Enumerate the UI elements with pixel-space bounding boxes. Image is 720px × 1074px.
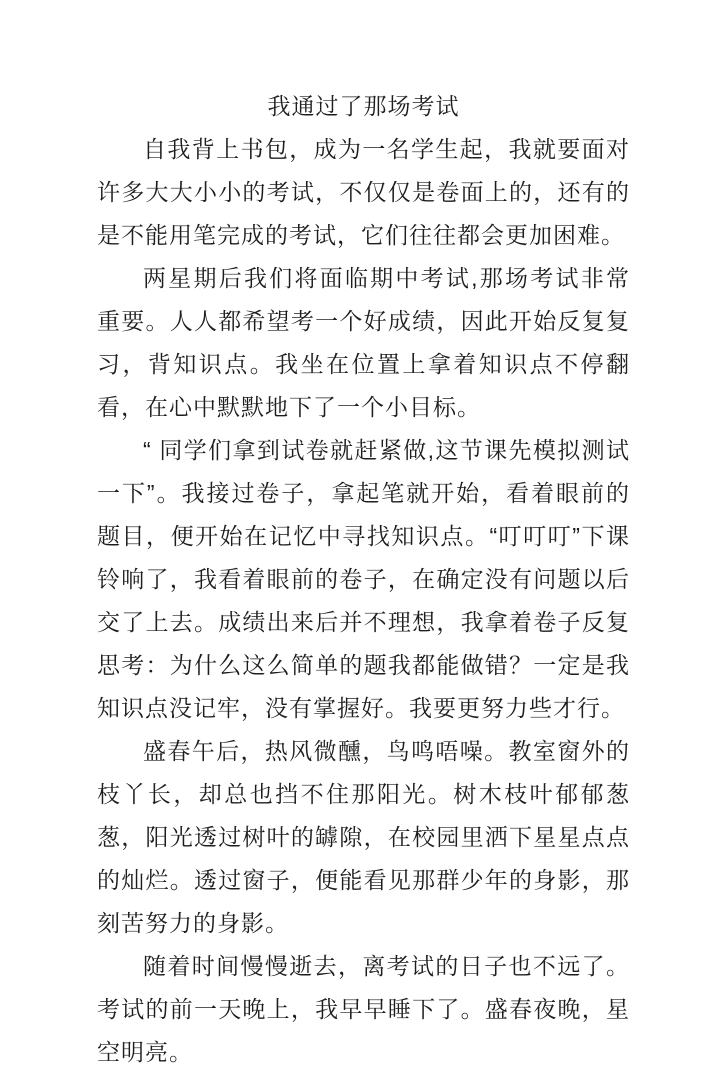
essay-paragraph-spring-scene: 盛春午后，热风微醺，鸟鸣唔噪。教室窗外的枝丫长，却总也挡不住那阳光。树木枝叶郁郁葱葱，阳光透过树叶的罅隙，在校园里洒下星星点点的灿烂。透过窗子，便能看见那群少年的身影，那刻苦努力的身影。 <box>97 738 630 936</box>
essay-paragraph-midterm-prep: 两星期后我们将面临期中考试,那场考试非常重要。人人都希望考一个好成绩，因此开始反复复习，背知识点。我坐在位置上拿着知识点不停翻看，在心中默默地下了一个小目标。 <box>97 265 630 420</box>
essay-title: 我通过了那场考试 <box>267 93 460 119</box>
essay-paragraph-intro: 自我背上书包，成为一名学生起，我就要面对许多大大小小的考试，不仅仅是卷面上的，还有的是不能用笔完成的考试，它们往往都会更加困难。 <box>97 136 630 248</box>
essay-paragraph-mock-test: “ 同学们拿到试卷就赶紧做,这节课先模拟测试一下”。我接过卷子，拿起笔就开始，看着眼前的题目，便开始在记忆中寻找知识点。“叮叮叮”下课铃响了，我看着眼前的卷子，在确定没有问题以后交了上去。成绩出来后并不理想，我拿着卷子反复思考：为什么这么简单的题我都能做错？一定是我知识点没记牢，没有掌握好。我要更努力些才行。 <box>97 437 630 721</box>
essay-paragraph-exam-eve: 随着时间慢慢逝去，离考试的日子也不远了。考试的前一天晚上，我早早睡下了。盛春夜晚，星空明亮。 <box>97 953 630 1065</box>
